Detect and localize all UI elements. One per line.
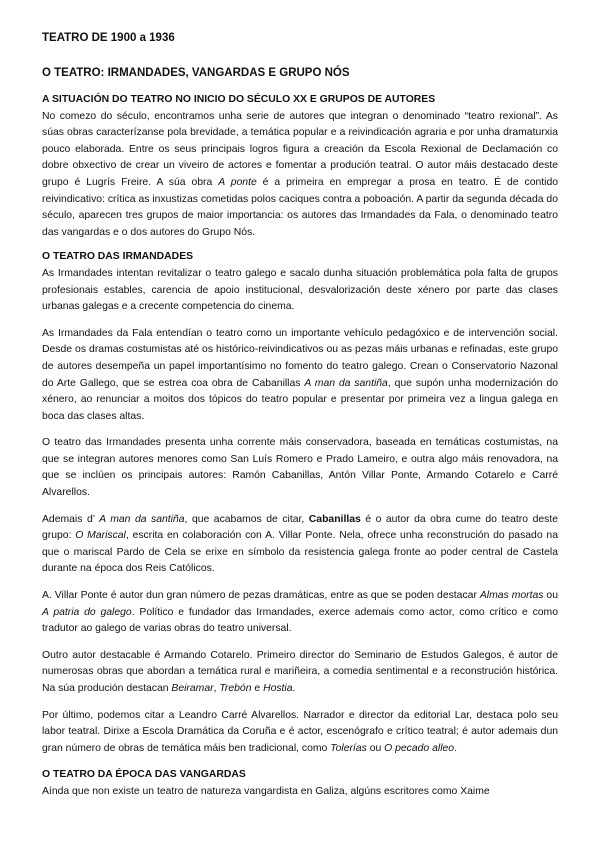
paragraph-irmandades-2: As Irmandades da Fala entendían o teatro como un importante vehículo pedagóxico e de intervención social. Desde os dramas costumistas até os histórico-reivindicativos ou as pezas máis urbanas e refinadas, este grupo de autores desempeña un papel importantísimo no fomento do teatro galego. Crean o Conservatorio Nazonal do Arte Gallego, que se estrea coa obra de Cabanillas A man da santiña, que supón unha modernización do xénero, ao renunciar a moitos dos tópicos do teatro popular e presentar por primeira vez a lingua galega en boca das clases altas. (42, 327, 559, 422)
paragraph-irmandades-4: Ademais d’ A man da santiña, que acabamos de citar, Cabanillas é o autor da obra cume do teatro deste grupo: O Mariscal, escrita en colaboración con A. Villar Ponte. Nela, ofrece unha reconstrución do pasado na que o mariscal Pardo de Cela se erixe en símbolo da resistencia galega fronte ao poder central de Castela durante na época dos Reis Católicos. (42, 513, 558, 575)
paragraph-irmandades-1: As Irmandades intentan revitalizar o teatro galego e sacalo dunha situación problemática pola falta de grupos profesionais estables, carencia de apoio institucional, desvalorización deste xénero por parte das clases urbanas galegas e a crecente competencia do cinema. (42, 267, 558, 313)
paragraph-irmandades-7: Por último, podemos citar a Leandro Carré Alvarellos. Narrador e director da editorial Lar, destaca polo seu labor teatral. Dirixe a Escola Dramática da Coruña e é actor, escenógrafo e crítico teatral; é autor ademais dun gran número de obras de temática máis ben tradicional, como Tolerías ou O pecado alleo. (42, 709, 558, 754)
paragraph-irmandades-5: A. Villar Ponte é autor dun gran número de pezas dramáticas, entre as que se poden destacar Almas mortas ou A patria do galego. Político e fundador das Irmandades, exerce ademais como actor, como crítico e como tradutor ao galego de varias obras do teatro universal. (42, 590, 558, 635)
paragraph-irmandades-3: O teatro das Irmandades presenta unha corrente máis conservadora, baseada en temáticas costumistas, na que se integran autores menores como San Luís Romero e Prado Lameiro, e outra algo máis renovadora, na que se inclúen os principais autores: Ramón Cabanillas, Antón Villar Ponte, Armando Cotarelo e Carré Alvarellos. (42, 437, 558, 499)
section-heading-irmandades: O TEATRO DAS IRMANDADES (42, 251, 194, 263)
section-heading-situacion: A SITUACIÓN DO TEATRO NO INICIO DO SÉCULO XX E GRUPOS DE AUTORES (42, 94, 436, 105)
paragraph-irmandades-6: Outro autor destacable é Armando Cotarelo. Primeiro director do Seminario de Estudos Galegos, é autor de numerosas obras que abordan a temática rural e mariñeira, a comedia sentimental e a reconstrución histórica. Na súa produción destacan Beiramar, Trebón e Hostia. (42, 649, 558, 694)
document-title: TEATRO DE 1900 a 1936 (42, 32, 175, 44)
section-heading-vangardas: O TEATRO DA ÉPOCA DAS VANGARDAS (42, 769, 246, 781)
paragraph-vangardas-1: Aínda que non existe un teatro de natureza vangardista en Galiza, algúns escritores como Xaime (42, 785, 490, 797)
document-subtitle: O TEATRO: IRMANDADES, VANGARDAS E GRUPO NÓS (42, 67, 350, 79)
paragraph-situacion: No comezo do século, encontramos unha serie de autores que integran o denominado “teatro rexional”. As súas obras caracterízanse pola brevidade, a temática popular e a reivindicación agraria e por unha dramaturxia pouco elaborada. Entre os seus principais logros figura a creación da Escola Rexional de Declamación co dobre obxectivo de crear un viveiro de actores e fomentar a produción teatral. O autor máis destacado deste grupo é Lugrís Freire. A súa obra A ponte é a primeira en empregar a prosa en teatro. É de contido reivindicativo: crítica as inxustizas cometidas polos caciques contra a poboación. A partir da segunda década do século, aparecen tres grupos de maior importancia: os autores das Irmandades da Fala, o denominado teatro das vangardas e o dos autores do Grupo Nós. (42, 110, 559, 238)
